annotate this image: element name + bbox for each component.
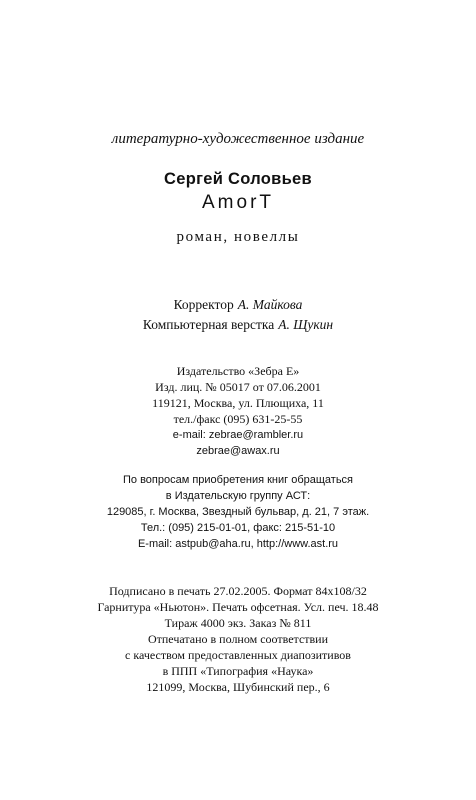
typography-line: Отпечатано в полном соответствии	[147, 632, 329, 646]
credit-role: Компьютерная верстка	[142, 317, 275, 332]
publisher-email-alt: zebrae@awax.ru	[196, 445, 280, 457]
typography-address: 121099, Москва, Шубинский пер., 6	[146, 680, 330, 694]
ast-address: 129085, г. Москва, Звездный бульвар, д. 21, 7 этаж.	[106, 506, 370, 518]
credit-role: Корректор	[173, 297, 234, 312]
author-name: Сергей Соловьев	[164, 170, 312, 188]
printing-line: Гарнитура «Ньютон». Печать офсетная. Усл. печ. 18.48	[97, 600, 379, 614]
credit-name: А. Майкова	[237, 297, 303, 312]
publisher-address: 119121, Москва, ул. Плющиха, 11	[152, 396, 324, 410]
typography-info	[0, 631, 476, 695]
ast-email: E-mail: astpub@aha.ru, http://www.ast.ru	[137, 538, 339, 550]
publisher-phone: тел./факс (095) 631-25-55	[173, 412, 303, 426]
publisher-info	[0, 363, 476, 459]
typography-line: с качеством предоставленных диапозитивов	[125, 648, 351, 662]
credit-name: А. Щукин	[278, 317, 334, 332]
book-title: AmorT	[202, 192, 274, 213]
ast-phone: Тел.: (095) 215-01-01, факс: 215-51-10	[140, 522, 336, 534]
ast-info	[0, 472, 476, 552]
printing-line: Тираж 4000 экз. Заказ № 811	[164, 616, 312, 630]
publisher-name: Издательство «Зебра Е»	[176, 364, 300, 378]
edition-type: литературно-художественное издание	[111, 131, 365, 147]
credit-layout	[0, 317, 476, 333]
printing-info	[0, 583, 476, 631]
publisher-license: Изд. лиц. № 05017 от 07.06.2001	[155, 380, 321, 394]
credit-proofreader	[0, 297, 476, 313]
genre: роман, новеллы	[176, 229, 300, 245]
publisher-email: e-mail: zebrae@rambler.ru	[172, 429, 304, 441]
typography-line: в ППП «Типография «Наука»	[162, 664, 314, 678]
ast-line: в Издательскую группу АСТ:	[165, 490, 311, 502]
printing-line: Подписано в печать 27.02.2005. Формат 84х108/32	[109, 584, 367, 598]
ast-line: По вопросам приобретения книг обращаться	[122, 474, 354, 486]
